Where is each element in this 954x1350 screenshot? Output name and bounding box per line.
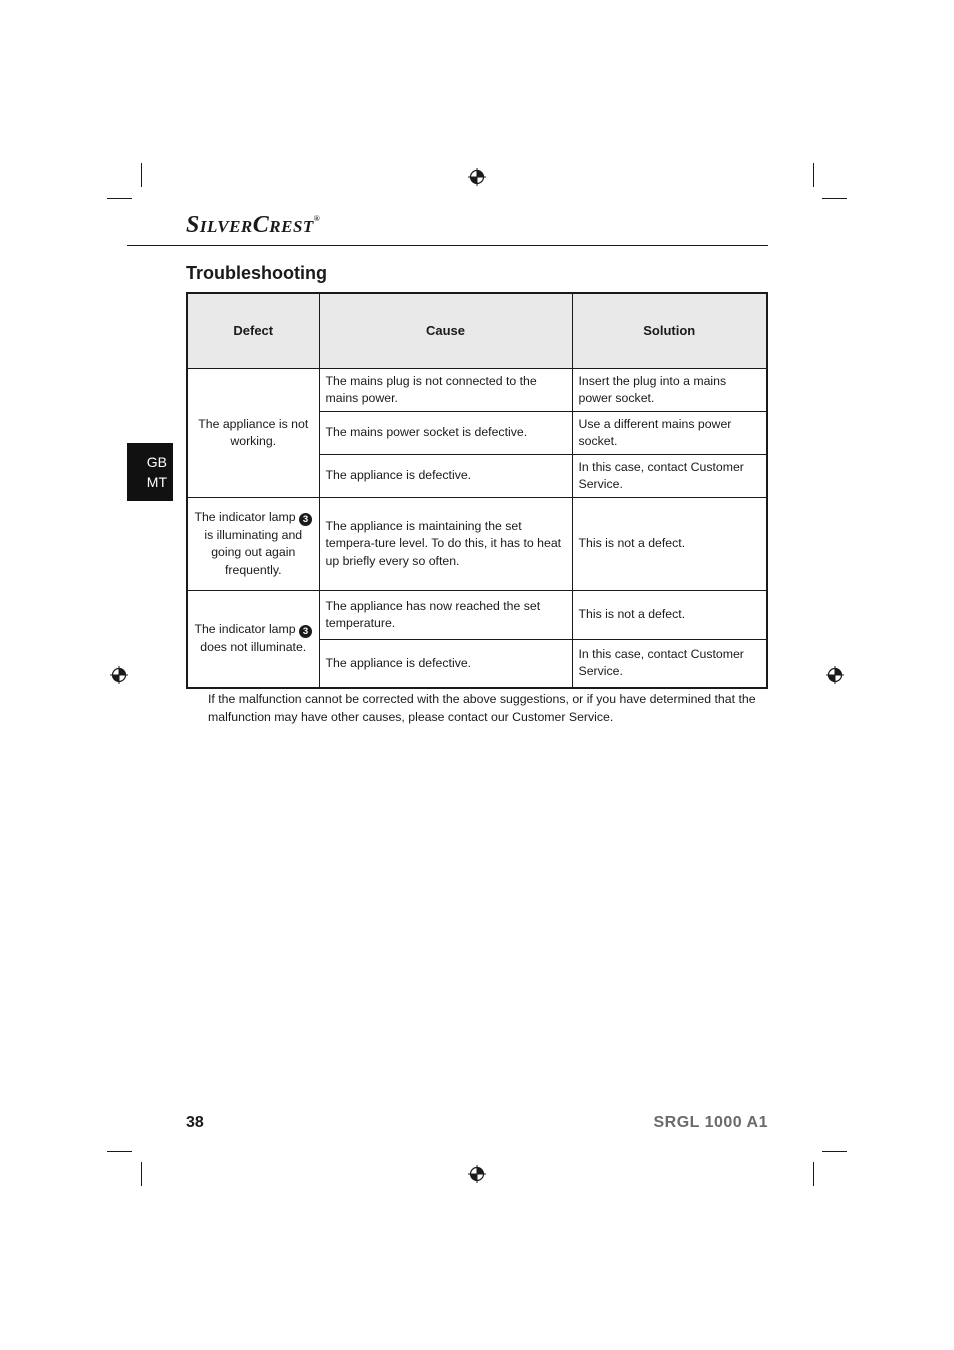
cause-cell: The appliance has now reached the set temperature. bbox=[319, 591, 572, 640]
crop-mark bbox=[822, 198, 847, 199]
solution-cell: Insert the plug into a mains power socket. bbox=[572, 369, 767, 412]
solution-cell: This is not a defect. bbox=[572, 591, 767, 640]
crop-mark bbox=[813, 163, 814, 187]
crop-mark bbox=[107, 1151, 132, 1152]
crop-mark bbox=[822, 1151, 847, 1152]
crop-mark bbox=[107, 198, 132, 199]
solution-cell: This is not a defect. bbox=[572, 498, 767, 591]
cause-cell: The appliance is defective. bbox=[319, 455, 572, 498]
malfunction-note: If the malfunction cannot be corrected with the above suggestions, or if you have determined that the malfunction may have other causes, please contact our Customer Service. bbox=[208, 692, 756, 724]
page-title: Troubleshooting bbox=[186, 263, 327, 283]
registration-mark-icon bbox=[468, 1165, 486, 1183]
cause-cell: The appliance is defective. bbox=[319, 640, 572, 688]
defect-cell: The indicator lamp 3 does not illuminate. bbox=[187, 591, 319, 688]
language-code: MT bbox=[146, 474, 167, 490]
registration-mark-icon bbox=[468, 168, 486, 186]
crop-mark bbox=[141, 163, 142, 187]
solution-cell: In this case, contact Customer Service. bbox=[572, 455, 767, 498]
defect-cell: The appliance is not working. bbox=[187, 369, 319, 498]
table-row bbox=[187, 591, 767, 640]
brand-logo: SILVERCREST® bbox=[186, 212, 321, 238]
crop-mark bbox=[141, 1162, 142, 1186]
registration-mark-icon bbox=[826, 666, 844, 684]
header-divider bbox=[127, 245, 768, 246]
column-header-defect: Defect bbox=[187, 293, 319, 369]
language-code: GB bbox=[146, 454, 167, 470]
column-header-solution: Solution bbox=[572, 293, 767, 369]
indicator-lamp-number-icon: 3 bbox=[299, 513, 312, 526]
solution-cell: In this case, contact Customer Service. bbox=[572, 640, 767, 688]
model-number: SRGL 1000 A1 bbox=[653, 1114, 768, 1131]
language-tab bbox=[127, 443, 173, 501]
cause-cell: The mains plug is not connected to the mains power. bbox=[319, 369, 572, 412]
column-header-cause: Cause bbox=[319, 293, 572, 369]
crop-mark bbox=[813, 1162, 814, 1186]
troubleshooting-table bbox=[186, 292, 768, 689]
cause-cell: The appliance is maintaining the set tempera-ture level. To do this, it has to heat up briefly every so often. bbox=[319, 498, 572, 591]
page-number: 38 bbox=[186, 1114, 204, 1131]
table-row bbox=[187, 369, 767, 412]
table-header-row bbox=[187, 293, 767, 369]
table-row bbox=[187, 498, 767, 591]
registration-mark-icon bbox=[110, 666, 128, 684]
cause-cell: The mains power socket is defective. bbox=[319, 412, 572, 455]
indicator-lamp-number-icon: 3 bbox=[299, 625, 312, 638]
solution-cell: Use a different mains power socket. bbox=[572, 412, 767, 455]
defect-cell: The indicator lamp 3 is illuminating and going out again frequently. bbox=[187, 498, 319, 591]
